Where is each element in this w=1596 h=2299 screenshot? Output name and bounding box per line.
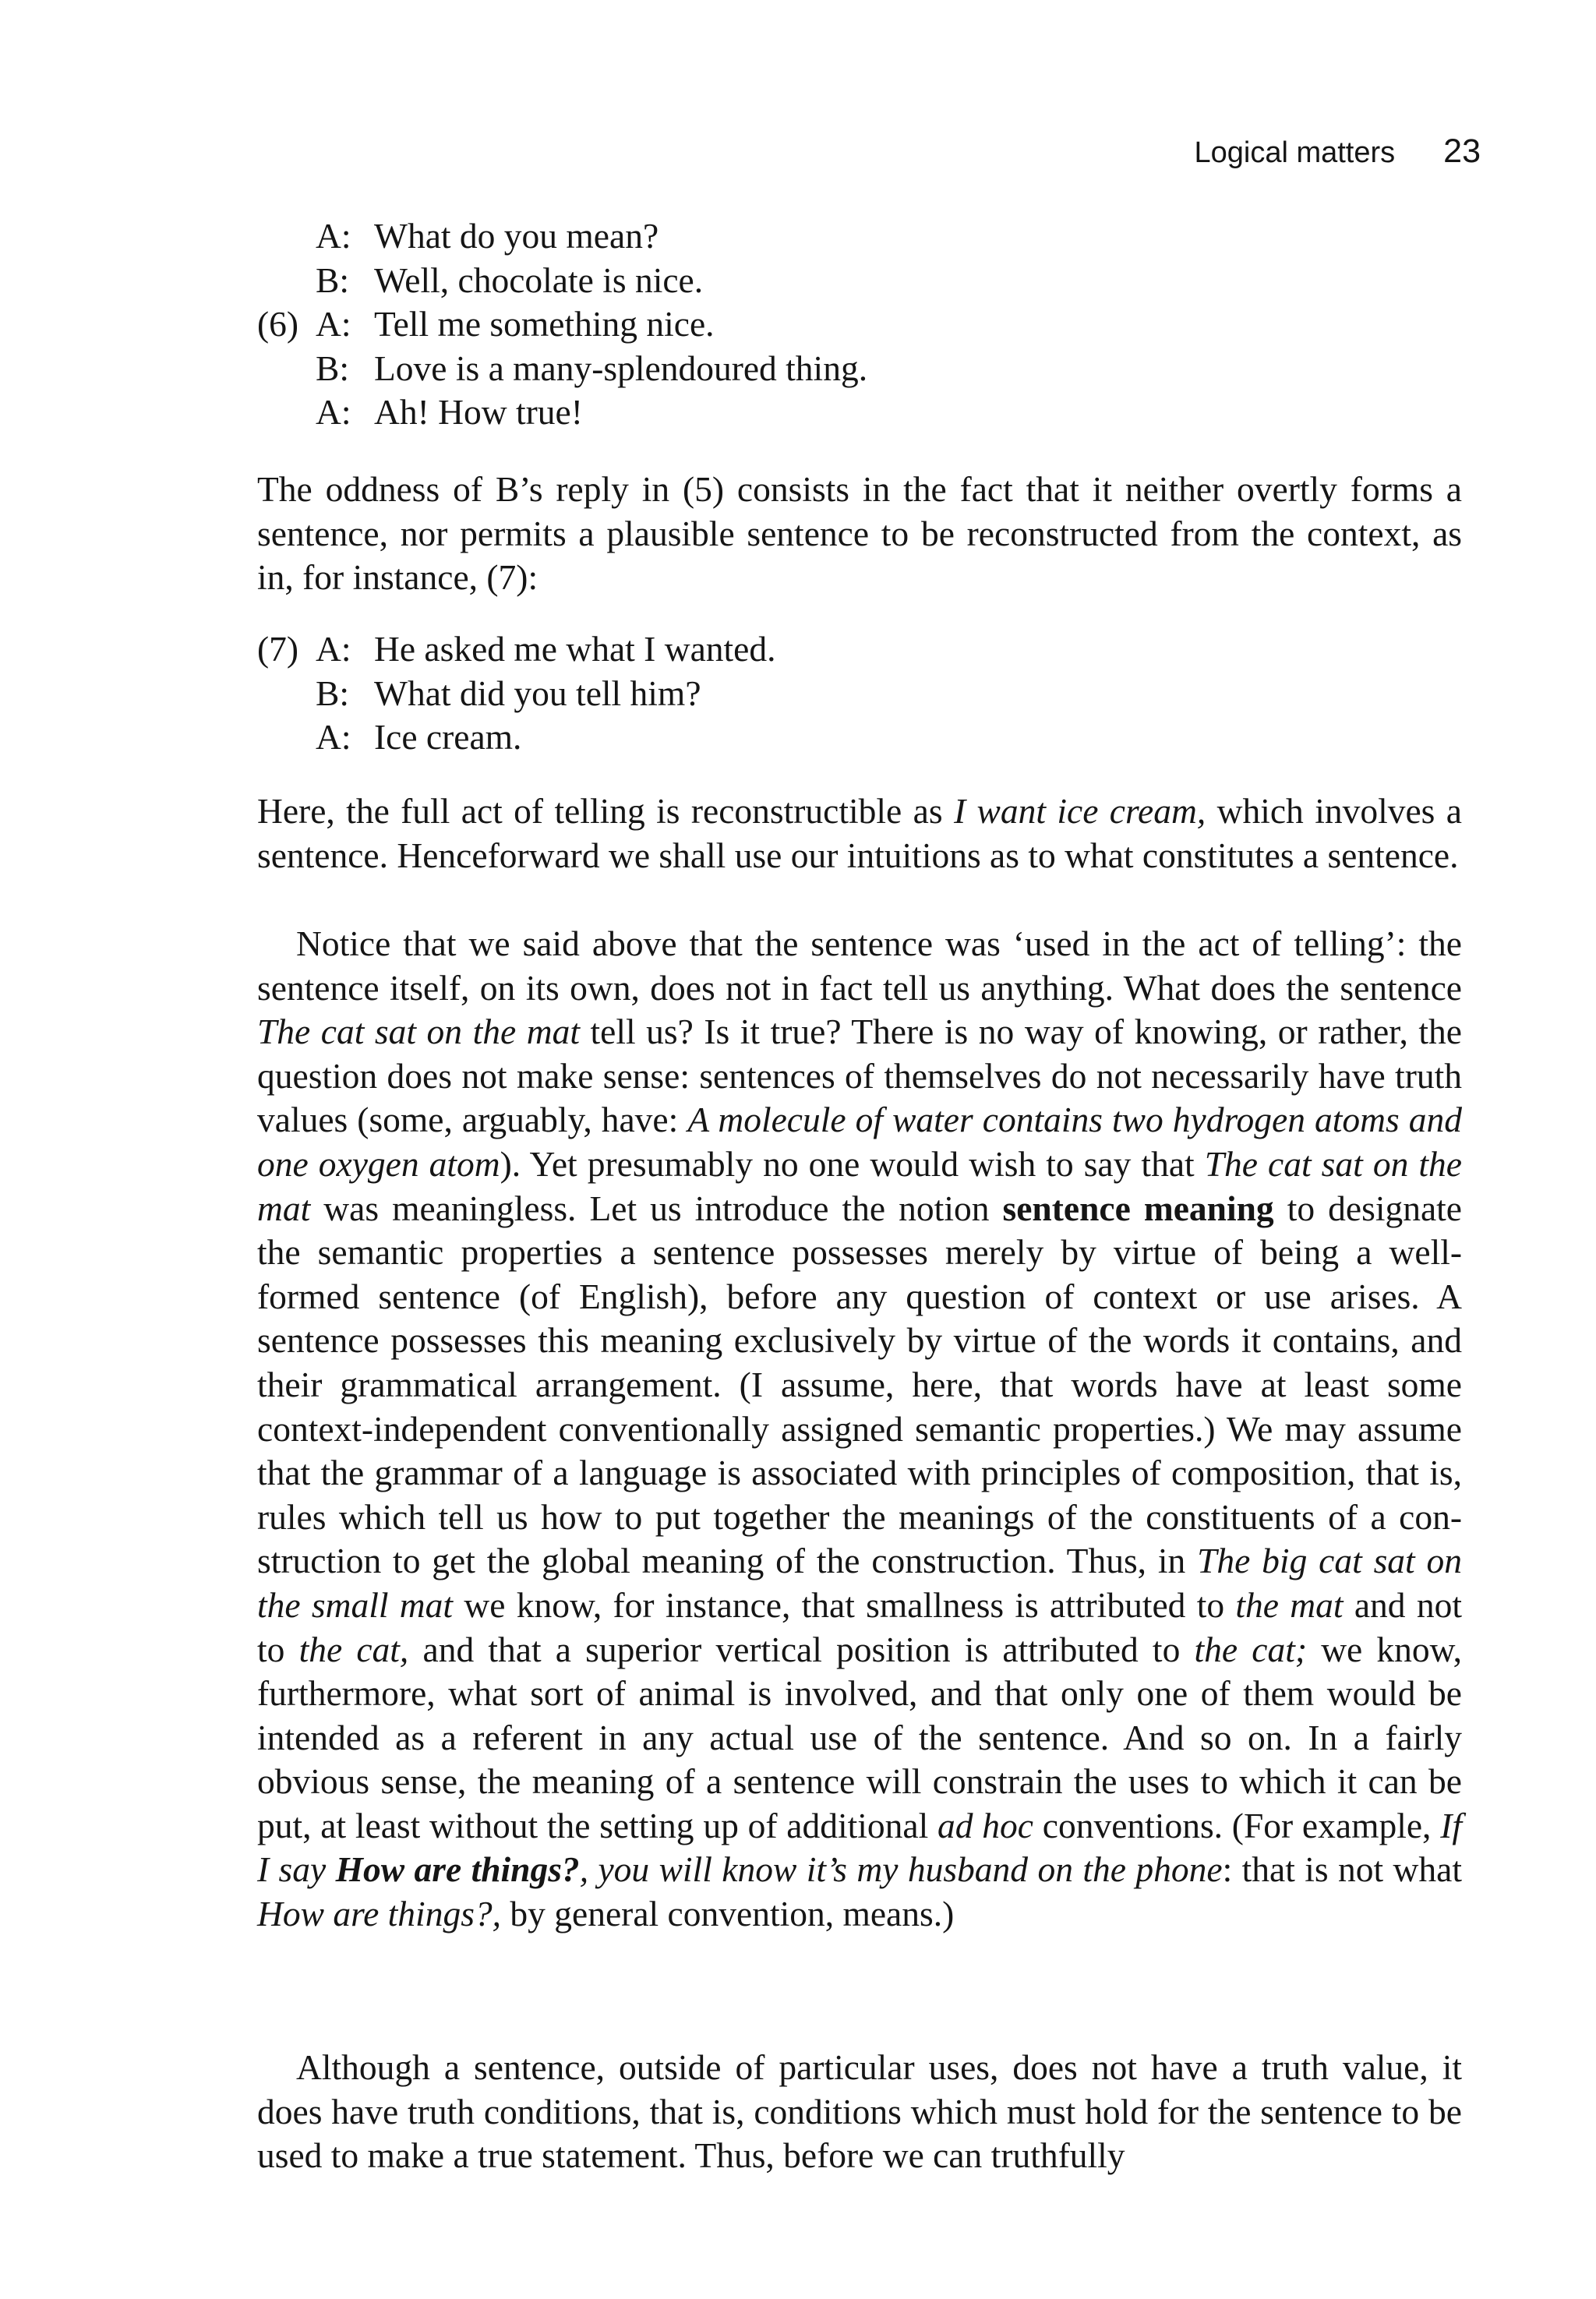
speaker-label: B: [316, 673, 349, 713]
italic-run: How are things?, [257, 1894, 502, 1934]
text-run: conventions. (For example, [1033, 1805, 1441, 1845]
utterance: What do you mean? [374, 216, 659, 256]
paragraph-although [257, 2046, 1462, 2178]
text-run: Here, the full act of telling is reconstructible as [257, 791, 954, 831]
utterance: What did you tell him? [374, 673, 701, 713]
text-run: tell us? Is it true? There is no way of knowing, or rather, the question does not make sense: sentences of themselves do not necessarily have truth values (some, arguably, have: [257, 1012, 1462, 1140]
bold-italic-run: How are things? [335, 1849, 580, 1890]
utterance: Ice cream. [374, 717, 522, 758]
utterance: He asked me what I wanted. [374, 629, 776, 669]
speaker-label: A: [316, 629, 351, 669]
speaker-label: B: [316, 348, 349, 388]
utterance: Tell me something nice. [374, 304, 715, 344]
paragraph-text: Although a sentence, outside of particular uses, does not have a truth value, it does have truth conditions, that is, conditions which must hold for the sentence to be used to make a true statement. Thus, before we can truthfully [257, 2047, 1462, 2176]
italic-run: I want ice cream, [953, 791, 1206, 831]
paragraph-notice [257, 922, 1462, 1937]
italic-run: the cat, [298, 1629, 409, 1669]
bold-term: sentence meaning [1002, 1188, 1274, 1228]
running-head [1194, 132, 1481, 171]
italic-run: If I say [257, 1805, 1463, 1890]
text-run: by general convention, means.) [501, 1894, 955, 1934]
speaker-label: A: [316, 717, 351, 758]
utterance: Love is a many-splendoured thing. [374, 348, 868, 388]
speaker-label: B: [316, 260, 349, 300]
text-run: Notice that we said above that the sentence was ‘used in the act of telling’: the sentence itself, on its own, does not in fact tell us anything. What does the sentence [257, 923, 1462, 1008]
paragraph-text [257, 789, 1462, 878]
italic-run: the cat; [1194, 1629, 1308, 1669]
paragraph-text [257, 922, 1462, 1937]
italic-run: A molecule of water contains two hydrogen atoms and one oxygen atom [257, 1100, 1462, 1184]
italic-run: the mat [1235, 1584, 1344, 1625]
text-run: ). Yet presumably no one would wish to say that [500, 1143, 1205, 1184]
text-run: and that a superior vertical position is attributed to [408, 1629, 1195, 1669]
text-run: and not to [257, 1584, 1462, 1669]
italic-run: The cat sat on the mat [257, 1143, 1462, 1228]
text-run: : that is not what [1222, 1849, 1462, 1890]
paragraph-text: The oddness of B’s reply in (5) consists in the fact that it neither overtly forms a sentence, nor permits a plausible sentence to be reconstructed from the context, as in, for instance, (7): [257, 469, 1462, 598]
speaker-label: A: [316, 304, 351, 344]
italic-run: The cat sat on the mat [257, 1012, 580, 1052]
utterance: Well, chocolate is nice. [374, 260, 704, 300]
speaker-label: A: [316, 216, 351, 256]
speaker-label: A: [316, 392, 351, 433]
text-run: which involves a sentence. Henceforward we shall use our intuitions as to what constitutes a sentence. [257, 791, 1462, 875]
italic-run: ad hoc [937, 1805, 1033, 1845]
paragraph-here [257, 789, 1462, 878]
example-number: (7) [257, 629, 299, 669]
text-run: to designate the semantic properties a sentence possesses merely by virtue of being a well-formed sentence (of English), before any question of context or use arises. A sentence possesses this meaning exclusively by virtue of the words it contains, and their grammatical arrangement. (I assume, here, that words have at least some context-independent conventionally assigned semantic properties.) We may assume that the grammar of a language is associated with principles of composition, that is, rules which tell us how to put together the meanings of the constituents of a construction to get the global meaning of the construction. Thus, in [257, 1188, 1462, 1581]
utterance: Ah! How true! [374, 392, 583, 433]
italic-run: , you will know it’s my husband on the phone [579, 1849, 1223, 1890]
paragraph-oddness [257, 468, 1462, 600]
example-number: (6) [257, 304, 299, 344]
text-run: was meaningless. Let us introduce the notion [310, 1188, 1003, 1228]
running-head-title: Logical matters [1194, 136, 1396, 169]
page-number: 23 [1443, 132, 1481, 170]
text-run: we know, furthermore, what sort of animal is involved, and that only one of them would be intended as a referent in any actual use of the sentence. And so on. In a fairly obvious sense, the meaning of a sentence will constrain the uses to which it can be put, at least without the setting up of additional [257, 1629, 1462, 1845]
text-run: we know, for instance, that smallness is attributed to [453, 1584, 1236, 1625]
italic-run: The big cat sat on the small mat [257, 1541, 1462, 1625]
